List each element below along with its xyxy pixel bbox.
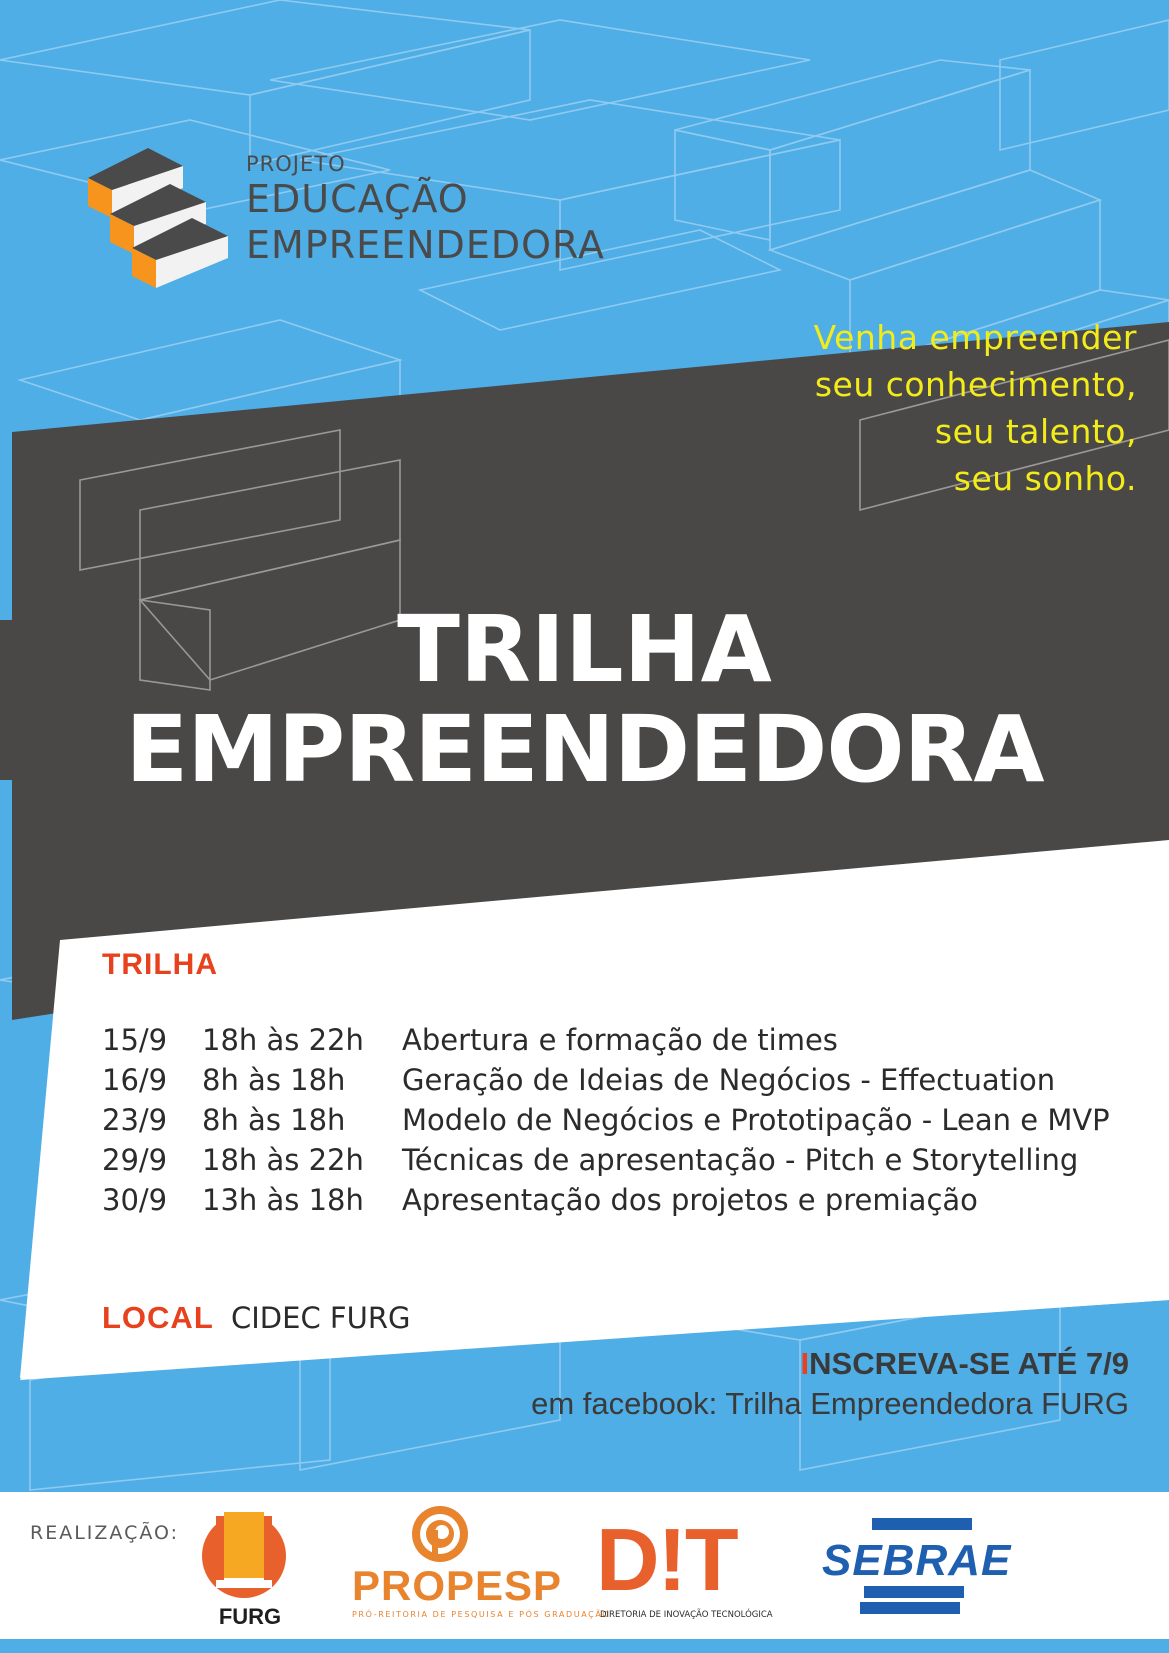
schedule (102, 948, 1110, 1220)
schedule-date: 30/9 (102, 1183, 168, 1217)
schedule-time: 13h às 18h (202, 1183, 364, 1217)
registration-first-letter: I (800, 1346, 810, 1381)
schedule-time: 8h às 18h (202, 1103, 346, 1137)
schedule-heading: TRILHA (102, 948, 218, 981)
sebrae-text: SEBRAE (822, 1536, 1012, 1585)
tagline (814, 314, 1137, 502)
schedule-desc: Geração de Ideias de Negócios - Effectuation (402, 1063, 1056, 1097)
registration-rest: NSCREVA-SE ATÉ 7/9 (809, 1346, 1129, 1381)
schedule-row (102, 1020, 1110, 1060)
furg-text: FURG (218, 1604, 282, 1629)
schedule-time: 18h às 22h (202, 1143, 364, 1177)
logo-educacao: EDUCAÇÃO (246, 177, 469, 221)
schedule-desc: Técnicas de apresentação - Pitch e Storytelling (402, 1143, 1079, 1177)
schedule-date: 29/9 (102, 1143, 168, 1177)
propesp-subtitle: PRÓ-REITORIA DE PESQUISA E PÓS GRADUAÇÃO (352, 1610, 611, 1619)
location (102, 1300, 410, 1336)
title-line-1: TRILHA (397, 596, 772, 703)
title-line-2: EMPREENDEDORA (125, 696, 1044, 803)
schedule-row (102, 1140, 1110, 1180)
footer-bar (0, 1639, 1169, 1653)
dit-subtitle: DIRETORIA DE INOVAÇÃO TECNOLÓGICA (600, 1610, 773, 1620)
schedule-desc: Apresentação dos projetos e premiação (402, 1183, 978, 1217)
propesp-logo-icon (410, 1504, 470, 1564)
location-label: LOCAL (102, 1300, 214, 1335)
schedule-time: 8h às 18h (202, 1063, 346, 1097)
schedule-time: 18h às 22h (202, 1023, 364, 1057)
tagline-line-3: seu talento, (934, 412, 1137, 451)
realizacao-label: REALIZAÇÃO: (30, 1522, 180, 1544)
stairs-logo-icon (88, 148, 230, 290)
schedule-desc: Modelo de Negócios e Prototipação - Lean e MVP (402, 1103, 1110, 1137)
logo-projeto: PROJETO (246, 152, 346, 176)
propesp-text: PROPESP (352, 1562, 563, 1609)
main-title (0, 596, 1169, 803)
location-value: CIDEC FURG (230, 1301, 411, 1335)
logo-empreendedora: EMPREENDEDORA (246, 223, 605, 267)
project-logo-text (246, 152, 605, 268)
schedule-desc: Abertura e formação de times (402, 1023, 838, 1057)
tagline-line-2: seu conhecimento, (814, 365, 1137, 404)
schedule-row (102, 1180, 1110, 1220)
footer (0, 1492, 1169, 1653)
facebook-info: em facebook: Trilha Empreendedora FURG (531, 1386, 1129, 1421)
schedule-date: 23/9 (102, 1103, 168, 1137)
schedule-row (102, 1100, 1110, 1140)
schedule-date: 16/9 (102, 1063, 168, 1097)
registration-deadline (801, 1346, 1129, 1382)
tagline-line-1: Venha empreender (813, 318, 1137, 357)
tagline-line-4: seu sonho. (953, 459, 1137, 498)
schedule-row (102, 1060, 1110, 1100)
schedule-date: 15/9 (102, 1023, 168, 1057)
dit-logo-text: D!T (596, 1510, 737, 1609)
